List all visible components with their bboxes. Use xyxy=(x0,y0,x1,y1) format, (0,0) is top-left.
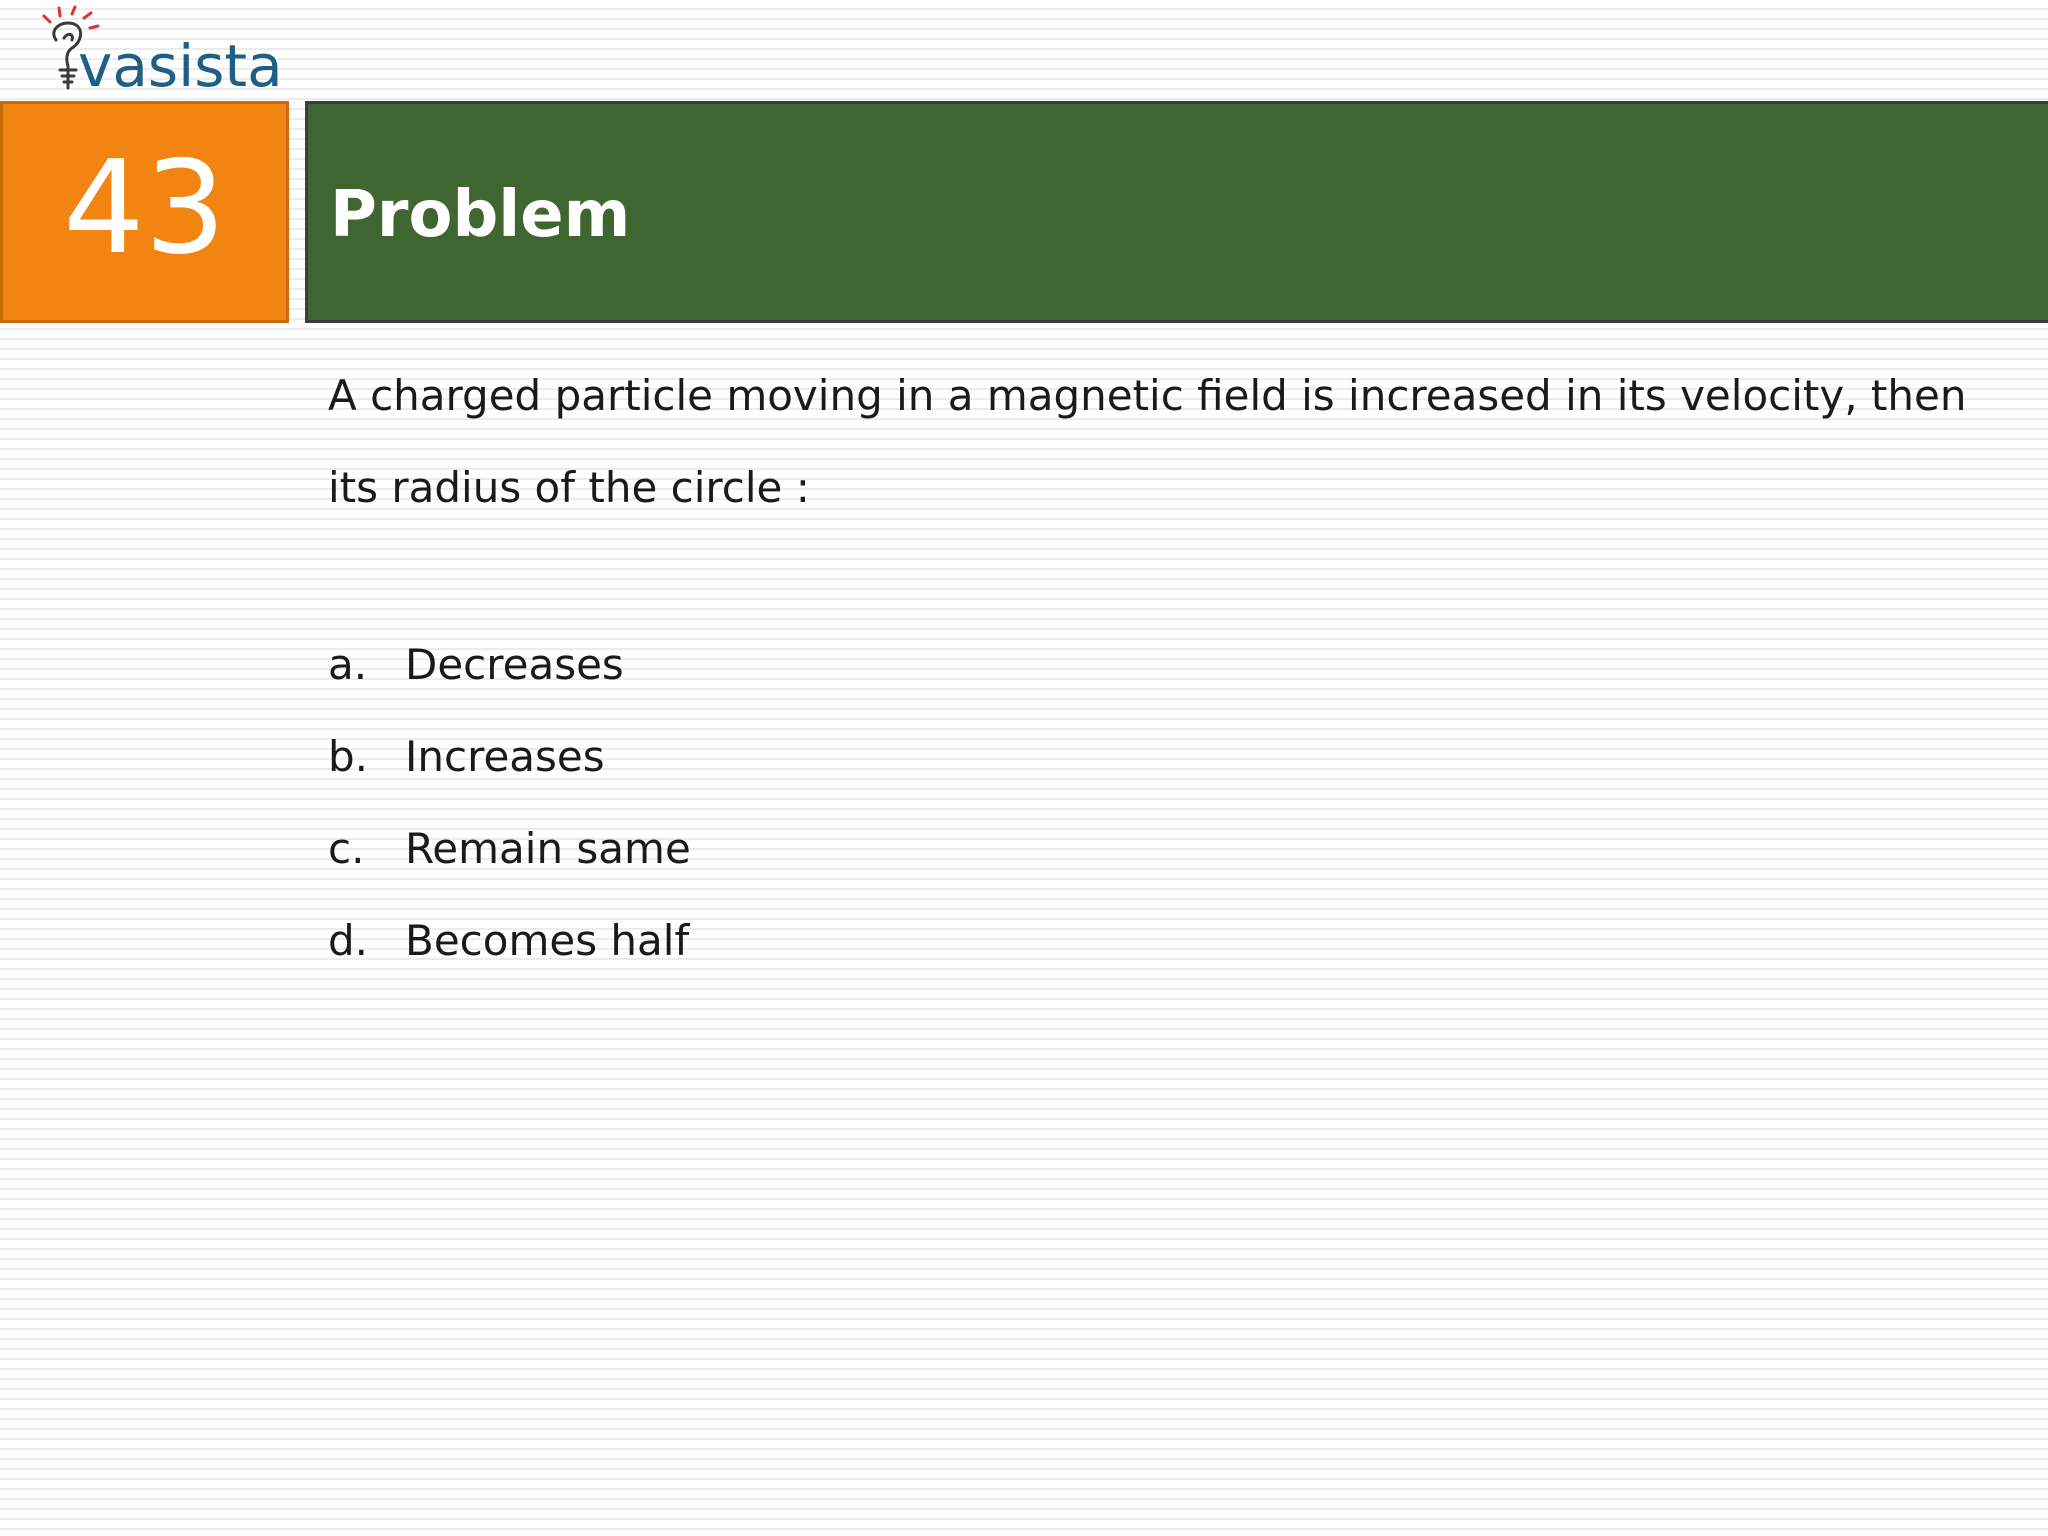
slide-title: Problem xyxy=(330,178,631,252)
option-letter: a. xyxy=(328,640,368,689)
option-letter: b. xyxy=(328,732,369,781)
option-a xyxy=(328,619,691,711)
question-text: A charged particle moving in a magnetic field is increased in its velocity, then its radius of the circle : xyxy=(328,371,1967,512)
logo-text: vasista xyxy=(78,32,283,98)
vasista-logo xyxy=(20,4,290,98)
option-text: Increases xyxy=(405,732,605,781)
option-text: Becomes half xyxy=(405,916,690,965)
option-b xyxy=(328,711,691,803)
option-d xyxy=(328,895,691,987)
option-c xyxy=(328,803,691,895)
option-text: Decreases xyxy=(405,640,624,689)
title-bar xyxy=(305,101,2048,323)
slide-number: 43 xyxy=(63,134,226,283)
slide-number-box xyxy=(0,101,289,323)
option-letter: d. xyxy=(328,916,369,965)
option-letter: c. xyxy=(328,824,365,873)
option-text: Remain same xyxy=(405,824,691,873)
answer-options xyxy=(328,619,691,987)
